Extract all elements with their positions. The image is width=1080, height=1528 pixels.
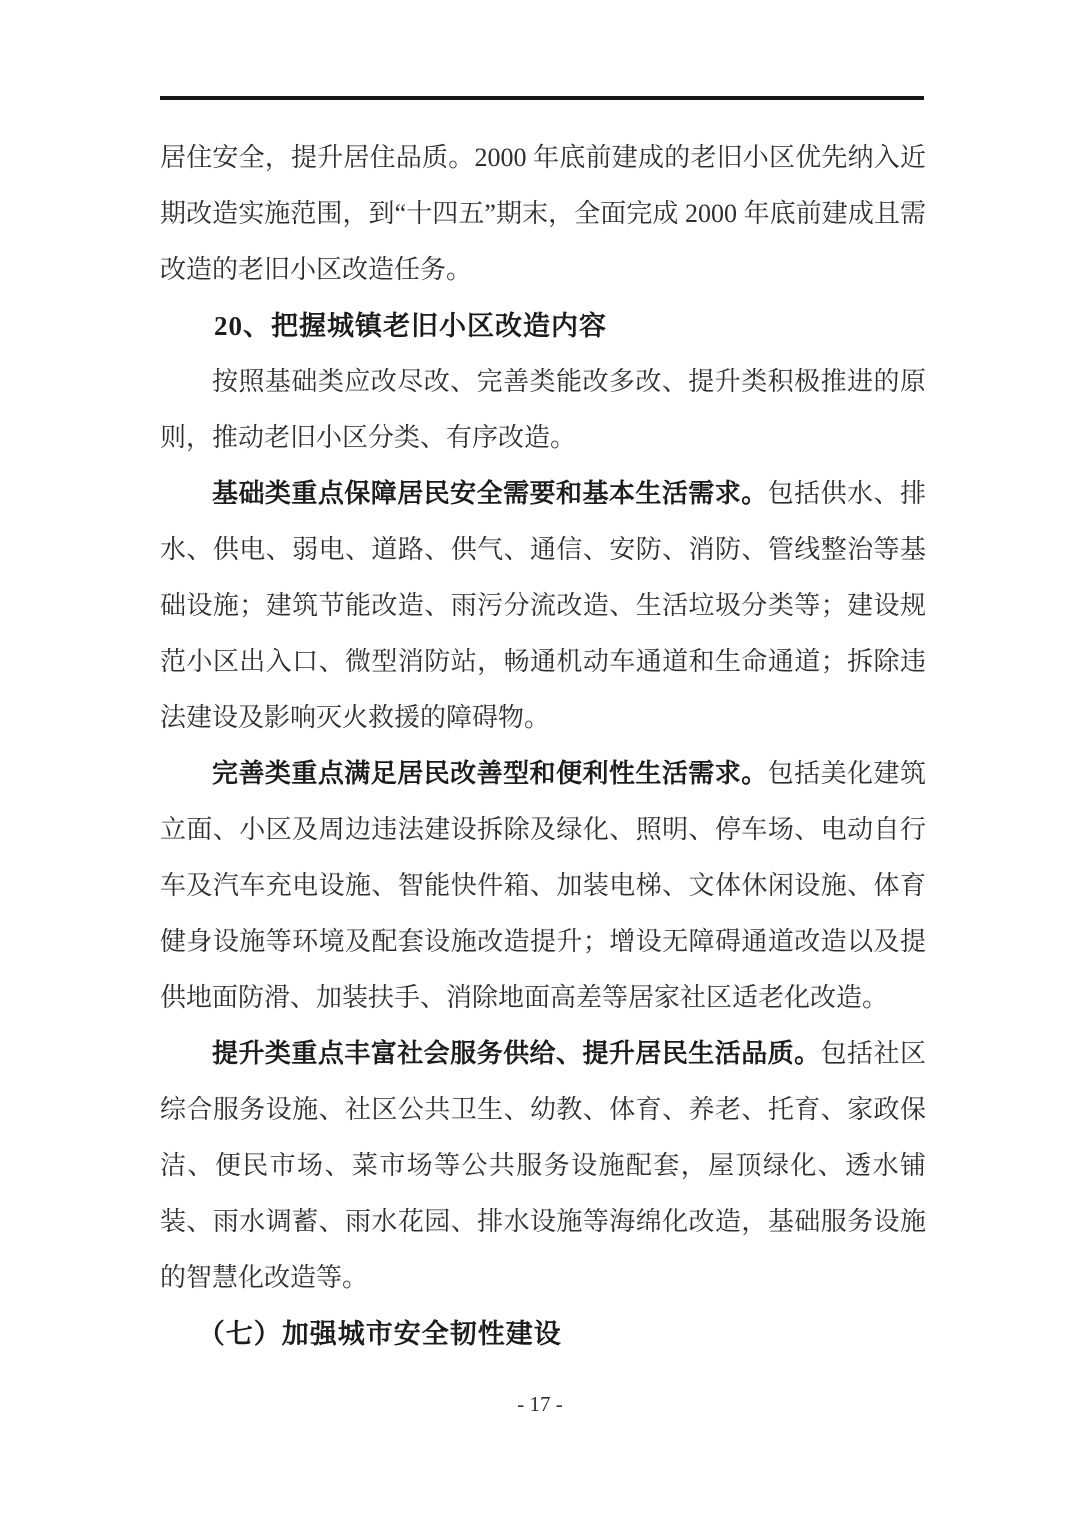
heading-item-20: 20、把握城镇老旧小区改造内容	[214, 311, 607, 341]
paragraph-improve-rest: 包括美化建筑立面、小区及周边违法建设拆除及绿化、照明、停车场、电动自行车及汽车充电设施、智能快件箱、加装电梯、文体休闲设施、体育健身设施等环境及配套设施改造提升；增设无障碍通道改造以及提供地面防滑、加装扶手、消除地面高差等居家社区适老化改造。	[160, 759, 926, 1012]
document-body	[160, 130, 926, 1362]
paragraph-principle: 按照基础类应改尽改、完善类能改多改、提升类积极推进的原则，推动老旧小区分类、有序改造。	[160, 367, 926, 452]
paragraph-basic-lead: 基础类重点保障居民安全需要和基本生活需求。	[212, 479, 768, 508]
paragraph-improve-lead: 完善类重点满足居民改善型和便利性生活需求。	[212, 759, 768, 788]
paragraph-upgrade-lead: 提升类重点丰富社会服务供给、提升居民生活品质。	[212, 1039, 821, 1068]
paragraph-improve-class	[160, 746, 926, 1026]
header-rule	[160, 96, 924, 100]
paragraph-basic-class	[160, 466, 926, 746]
page-number: - 17 -	[517, 1392, 563, 1416]
paragraph-continuation: 居住安全，提升居住品质。2000 年底前建成的老旧小区优先纳入近期改造实施范围，到“十四五”期末，全面完成 2000 年底前建成且需改造的老旧小区改造任务。	[160, 143, 926, 284]
paragraph-upgrade-rest: 包括社区综合服务设施、社区公共卫生、幼教、体育、养老、托育、家政保洁、便民市场、菜市场等公共服务设施配套，屋顶绿化、透水铺装、雨水调蓄、雨水花园、排水设施等海绵化改造，基础服务设施的智慧化改造等。	[160, 1039, 926, 1292]
paragraph-basic-rest: 包括供水、排水、供电、弱电、道路、供气、通信、安防、消防、管线整治等基础设施；建筑节能改造、雨污分流改造、生活垃圾分类等；建设规范小区出入口、微型消防站，畅通机动车通道和生命通道；拆除违法建设及影响灭火救援的障碍物。	[160, 479, 926, 732]
paragraph-upgrade-class	[160, 1026, 926, 1306]
heading-section-7: （七）加强城市安全韧性建设	[197, 1319, 562, 1349]
